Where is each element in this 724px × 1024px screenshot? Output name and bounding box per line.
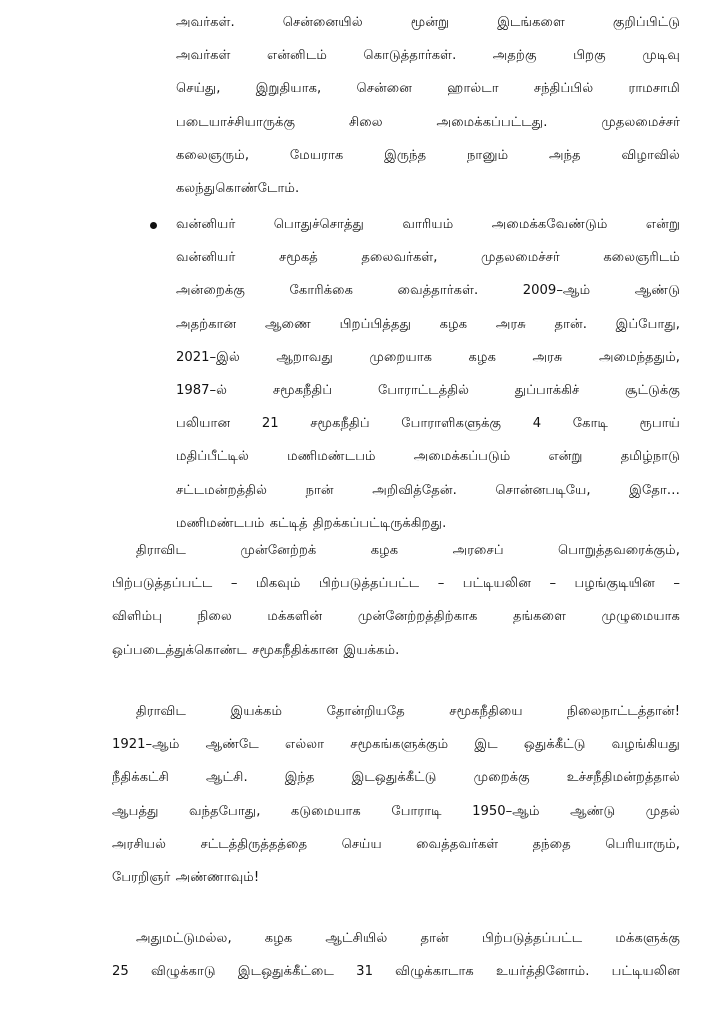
text-line: அன்றைக்கு கோரிக்கை வைத்தார்கள். 2009–ஆம் ஆண்டு — [176, 283, 680, 299]
paragraph-2 — [112, 695, 680, 894]
text-line: திராவிட முன்னேற்றக் கழக அரசைப் பொறுத்தவரைக்கும், — [136, 543, 680, 558]
text-line: திராவிட இயக்கம் தோன்றியதே சமூகநீதியை நிலைநாட்டத்தான்! — [136, 704, 680, 719]
text-line: வன்னியர் பொதுச்சொத்து வாரியம் அமைக்கவேண்டும் என்று — [176, 217, 680, 232]
text-line: பலியான 21 சமூகநீதிப் போராளிகளுக்கு 4 கோடி ரூபாய் — [176, 416, 680, 432]
text-line: படையாச்சியாருக்கு சிலை அமைக்கப்பட்டது. முதலமைச்சர் — [176, 114, 680, 130]
bullet-paragraph — [176, 208, 680, 540]
text-line: சட்டமன்றத்தில் நான் அறிவித்தேன். சொன்னபடியே, இதோ… — [176, 482, 680, 498]
text-line: 25 விழுக்காடு இடஒதுக்கீட்டை 31 விழுக்காடாக உயர்த்தினோம். பட்டியலின — [112, 964, 680, 980]
text-line: 2021–இல் ஆறாவது முறையாக கழக அரசு அமைந்ததும், — [176, 349, 680, 365]
text-line: நீதிக்கட்சி ஆட்சி. இந்த இடஒதுக்கீட்டு முறைக்கு உச்சநீதிமன்றத்தால் — [112, 770, 680, 786]
text-line: செய்து, இறுதியாக, சென்னை ஹால்டா சந்திப்பில் ராமசாமி — [176, 81, 680, 97]
bullet-icon — [150, 222, 157, 229]
continued-paragraph — [176, 6, 680, 205]
text-line: 1987–ல் சமூகநீதிப் போராட்டத்தில் துப்பாக்கிச் சூட்டுக்கு — [176, 383, 680, 399]
text-line: மதிப்பீட்டில் மணிமண்டபம் அமைக்கப்படும் என்று தமிழ்நாடு — [176, 449, 680, 465]
text-line: மணிமண்டபம் கட்டித் திறக்கப்பட்டிருக்கிறது. — [176, 515, 447, 531]
text-line: 1921–ஆம் ஆண்டே எல்லா சமூகங்களுக்கும் இட ஒதுக்கீட்டு வழங்கியது — [112, 737, 680, 753]
text-line: அதற்கான ஆணை பிறப்பித்தது கழக அரசு தான். இப்போது, — [176, 316, 680, 332]
paragraph-3 — [112, 922, 680, 988]
text-line: அவர்கள். சென்னையில் மூன்று இடங்களை குறிப்பிட்டு — [176, 15, 680, 30]
text-line: பிற்படுத்தப்பட்ட – மிகவும் பிற்படுத்தப்பட்ட – பட்டியலின – பழங்குடியின – — [112, 576, 680, 592]
text-line: அதுமட்டுமல்ல, கழக ஆட்சியில் தான் பிற்படுத்தப்பட்ட மக்களுக்கு — [136, 931, 680, 946]
text-line: கலந்துகொண்டோம். — [176, 181, 300, 197]
text-line: அவர்கள் என்னிடம் கொடுத்தார்கள். அதற்கு பிறகு முடிவு — [176, 48, 680, 64]
text-line: பேரறிஞர் அண்ணாவும்! — [112, 870, 260, 886]
text-line: விளிம்பு நிலை மக்களின் முன்னேற்றத்திற்காக தங்களை முழுமையாக — [112, 609, 680, 625]
text-line: கலைஞரும், மேயராக இருந்த நானும் அந்த விழாவில் — [176, 147, 680, 163]
paragraph-1 — [112, 534, 680, 667]
text-line: ஒப்படைத்துக்கொண்ட சமூகநீதிக்கான இயக்கம். — [112, 642, 400, 658]
text-line: வன்னியர் சமூகத் தலைவர்கள், முதலமைச்சர் கலைஞரிடம் — [176, 250, 680, 266]
text-line: அரசியல் சட்டத்திருத்தத்தை செய்ய வைத்தவர்கள் தந்தை பெரியாரும், — [112, 836, 680, 852]
text-line: ஆபத்து வந்தபோது, கடுமையாக போராடி 1950–ஆம் ஆண்டு முதல் — [112, 803, 680, 819]
